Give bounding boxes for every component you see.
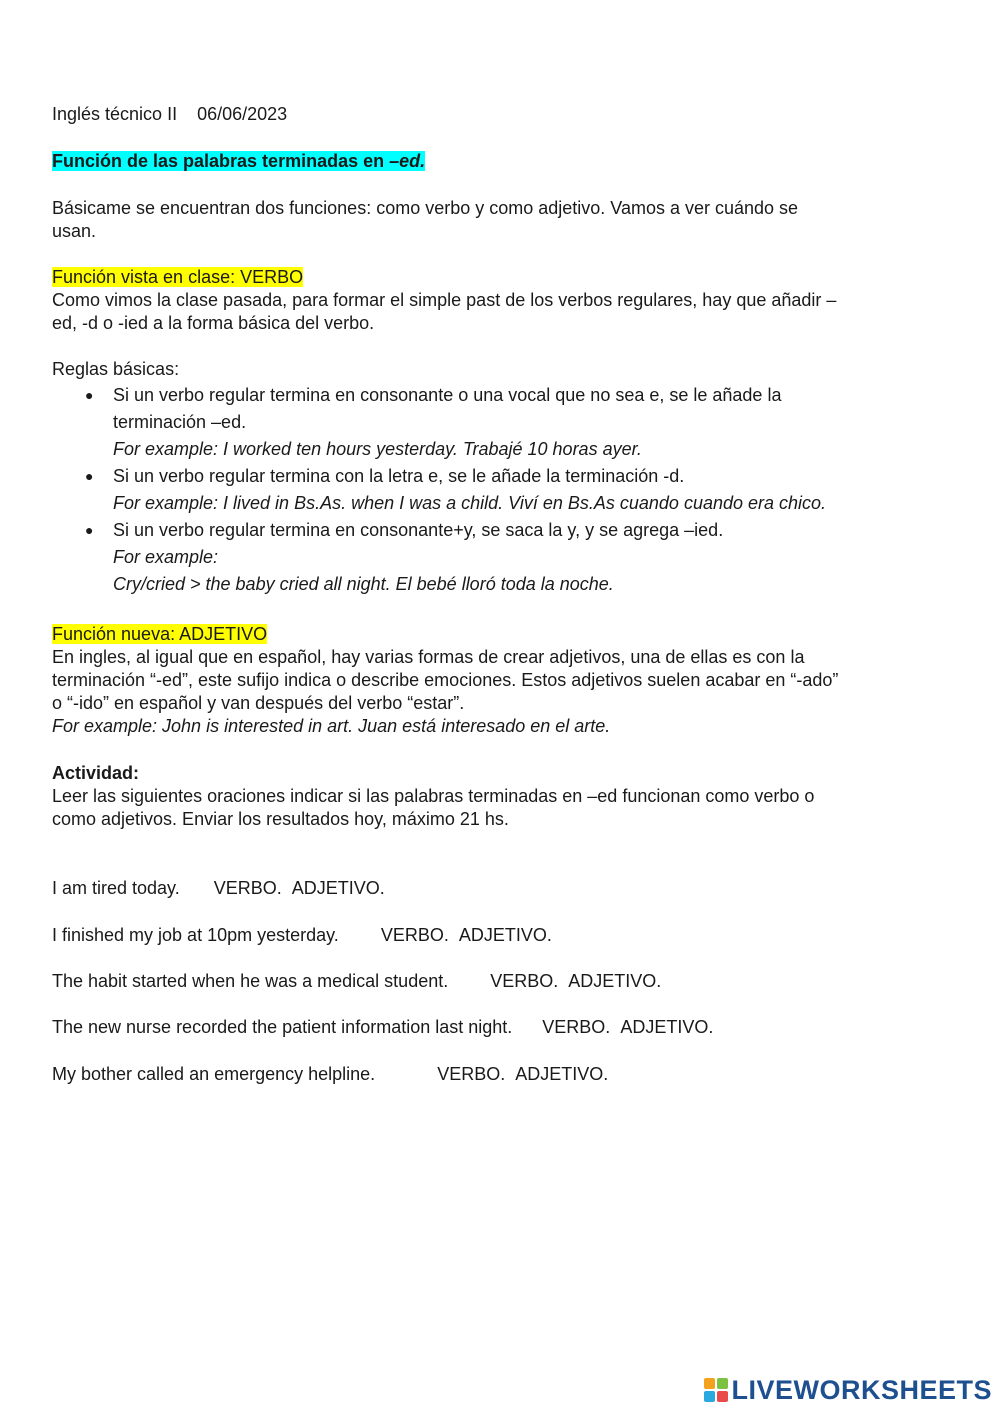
adjective-section: Función nueva: ADJETIVO En ingles, al igual que en español, hay varias formas de crear adjetivos, una de ellas es con la terminación “-ed”, este sufijo indica o describe emociones. Estos adjetivos suelen acabar en “-ado” o “-ido” en español y van después del verbo “estar”. For example: John is interested in art. Juan está interesado en el arte. — [52, 624, 839, 736]
verb-option[interactable]: VERBO. — [213, 878, 282, 898]
logo-square — [717, 1378, 728, 1389]
question-sentence: The new nurse recorded the patient information last night. — [52, 1017, 513, 1037]
verb-heading: Función vista en clase: VERBO — [52, 267, 304, 287]
liveworksheets-logo-icon — [704, 1378, 728, 1402]
bullet-icon: ● — [85, 522, 94, 538]
question-sentence: My bother called an emergency helpline. — [52, 1064, 376, 1084]
verb-option[interactable]: VERBO. — [437, 1064, 506, 1084]
rules-list — [52, 382, 952, 598]
rules-heading: Reglas básicas: — [52, 359, 180, 379]
adjective-heading: Función nueva: ADJETIVO — [52, 624, 268, 644]
page-title: Función de las palabras terminadas en –ed. — [52, 151, 426, 171]
header-line — [52, 103, 287, 126]
adjective-option[interactable]: ADJETIVO. — [515, 1064, 609, 1084]
question-row — [52, 1063, 608, 1086]
verb-option[interactable]: VERBO. — [380, 925, 449, 945]
question-sentence: I am tired today. — [52, 878, 180, 898]
liveworksheets-logo — [704, 1375, 992, 1405]
verb-option[interactable]: VERBO. — [490, 971, 559, 991]
course-name: Inglés técnico II — [52, 104, 178, 124]
question-sentence: I finished my job at 10pm yesterday. — [52, 925, 339, 945]
activity-section: Actividad: Leer las siguientes oraciones indicar si las palabras terminadas en –ed funcionan como verbo o como adjetivos. Enviar los resultados hoy, máximo 21 hs. — [52, 763, 815, 829]
adjective-option[interactable]: ADJETIVO. — [458, 925, 552, 945]
verb-section: Función vista en clase: VERBO Como vimos la clase pasada, para formar el simple past de los verbos regulares, hay que añadir – ed, -d o -ied a la forma básica del verbo. — [52, 267, 837, 333]
adjective-option[interactable]: ADJETIVO. — [291, 878, 385, 898]
list-item: ● Si un verbo regular termina en consonante o una vocal que no sea e, se le añade la terminación –ed. For example: I worked ten hours yesterday. Trabajé 10 horas ayer. — [52, 382, 952, 463]
activity-heading: Actividad: — [52, 763, 140, 783]
logo-square — [704, 1391, 715, 1402]
list-item: ● Si un verbo regular termina en consonante+y, se saca la y, y se agrega –ied. For example: Cry/cried > the baby cried all night. El bebé lloró toda la noche. — [52, 517, 952, 598]
question-row — [52, 877, 385, 900]
bullet-icon: ● — [85, 387, 94, 403]
list-item: ● Si un verbo regular termina con la letra e, se le añade la terminación -d. For example: I lived in Bs.As. when I was a child. Viví en Bs.As cuando cuando era chico. — [52, 463, 952, 517]
adjective-option[interactable]: ADJETIVO. — [620, 1017, 714, 1037]
question-row — [52, 1016, 713, 1039]
header-date: 06/06/2023 — [197, 104, 288, 124]
adjective-option[interactable]: ADJETIVO. — [568, 971, 662, 991]
logo-square — [704, 1378, 715, 1389]
question-row — [52, 924, 552, 947]
question-sentence: The habit started when he was a medical student. — [52, 971, 449, 991]
brand-name: LIVEWORKSHEETS — [731, 1374, 992, 1405]
logo-square — [717, 1391, 728, 1402]
bullet-icon: ● — [85, 468, 94, 484]
question-row — [52, 970, 661, 993]
verb-option[interactable]: VERBO. — [542, 1017, 611, 1037]
intro-paragraph: Básicame se encuentran dos funciones: como verbo y como adjetivo. Vamos a ver cuándo se usan. — [52, 198, 799, 241]
